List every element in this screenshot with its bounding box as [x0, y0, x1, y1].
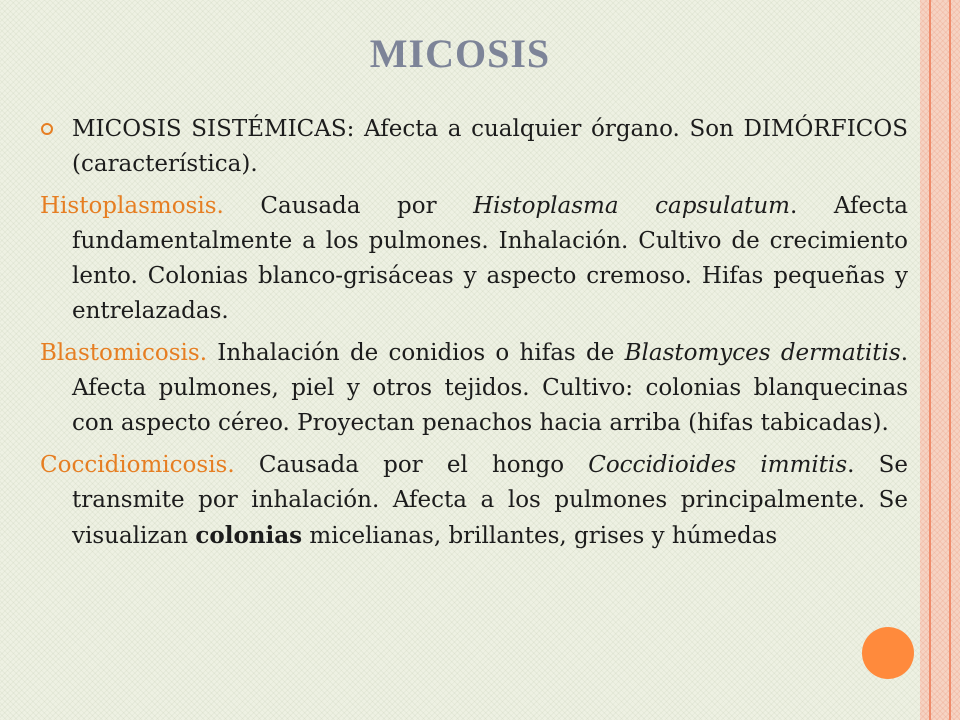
paragraph-text: Causada por — [223, 193, 474, 219]
paragraph-histoplasmosis — [40, 189, 908, 329]
emphasized-word: colonias — [195, 522, 303, 549]
paragraph-text: . Se transmite por inhalación. Afecta a los pulmones principalmente. Se visualizan — [72, 452, 908, 549]
species-name: Coccidioides immitis — [588, 452, 848, 478]
species-name: Blastomyces dermatitis — [624, 340, 901, 366]
band-divider-line — [929, 0, 931, 720]
slide-body — [40, 112, 908, 561]
hollow-circle-bullet-icon — [40, 122, 54, 136]
right-decorative-band — [920, 0, 960, 720]
slide-title: MICOSIS — [369, 31, 551, 76]
paragraph-text: . Afecta fundamentalmente a los pulmones. Inhalación. Cultivo de crecimiento lento. Colonias blanco-grisáceas y aspecto cremoso. Hifas pequeñas y entrelazadas. — [72, 193, 908, 324]
disease-heading: Blastomicosis. — [40, 340, 208, 366]
paragraph-blastomicosis — [40, 336, 908, 441]
paragraph-text: Causada por el hongo — [234, 452, 589, 478]
orange-circle-decoration — [862, 627, 914, 679]
paragraph-coccidiomicosis — [40, 448, 908, 554]
disease-heading: Coccidiomicosis. — [40, 452, 235, 478]
species-name: Histoplasma capsulatum — [473, 193, 790, 219]
paragraph-text: MICOSIS SISTÉMICAS: Afecta a cualquier órgano. Son DIMÓRFICOS (característica). — [72, 116, 908, 177]
paragraph-text: Inhalación de conidios o hifas de — [207, 340, 625, 366]
paragraph-text: micelianas, brillantes, grises y húmedas — [302, 523, 778, 549]
band-divider-line — [949, 0, 951, 720]
paragraph-micosis-sistemicas — [40, 112, 908, 182]
disease-heading: Histoplasmosis. — [40, 193, 224, 219]
paragraph-text: . Afecta pulmones, piel y otros tejidos. Cultivo: colonias blanquecinas con aspecto céreo. Proyectan penachos hacia arriba (hifas tabicadas). — [72, 340, 908, 436]
